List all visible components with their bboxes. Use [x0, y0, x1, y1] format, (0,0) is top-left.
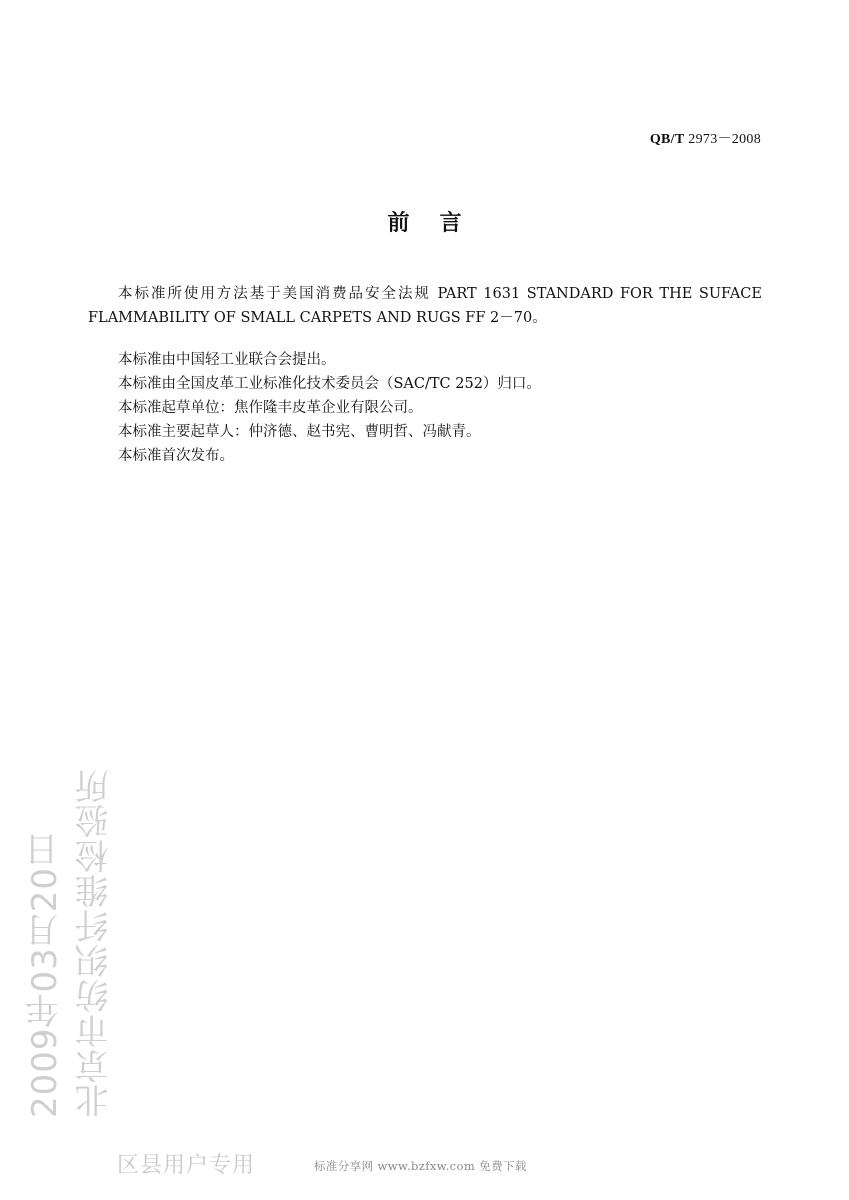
vertical-watermark [20, 458, 115, 1118]
paragraph-committee: 本标准由全国皮革工业标准化技术委员会（SAC/TC 252）归口。 [118, 376, 541, 392]
intro-paragraph: 本标准所使用方法基于美国消费品安全法规 PART 1631 STANDARD FOR THE SUFACE FLAMMABILITY OF SMALL CARPETS AND RUGS FF 2－70。 [88, 286, 762, 326]
page-title: 前言 [387, 211, 492, 236]
user-stamp: 区县用户专用 [117, 1153, 256, 1178]
watermark-date: 2009年03月20日 [25, 831, 65, 1118]
standard-number [650, 128, 761, 148]
document-body [88, 282, 762, 468]
standard-year: 2973－2008 [688, 132, 761, 147]
site-footer: 标准分享网 www.bzfxw.com 免费下载 [314, 1159, 527, 1173]
paragraph-proposer: 本标准由中国轻工业联合会提出。 [118, 352, 336, 368]
paragraph-first-release: 本标准首次发布。 [118, 448, 234, 464]
watermark-org: 北京市纺织纤维检验所 [75, 768, 115, 1118]
paragraph-drafting-unit: 本标准起草单位：焦作隆丰皮革企业有限公司。 [118, 400, 423, 416]
standard-code: QB/T [649, 132, 685, 147]
paragraph-drafters: 本标准主要起草人：仲济德、赵书宪、曹明哲、冯献青。 [118, 424, 481, 440]
